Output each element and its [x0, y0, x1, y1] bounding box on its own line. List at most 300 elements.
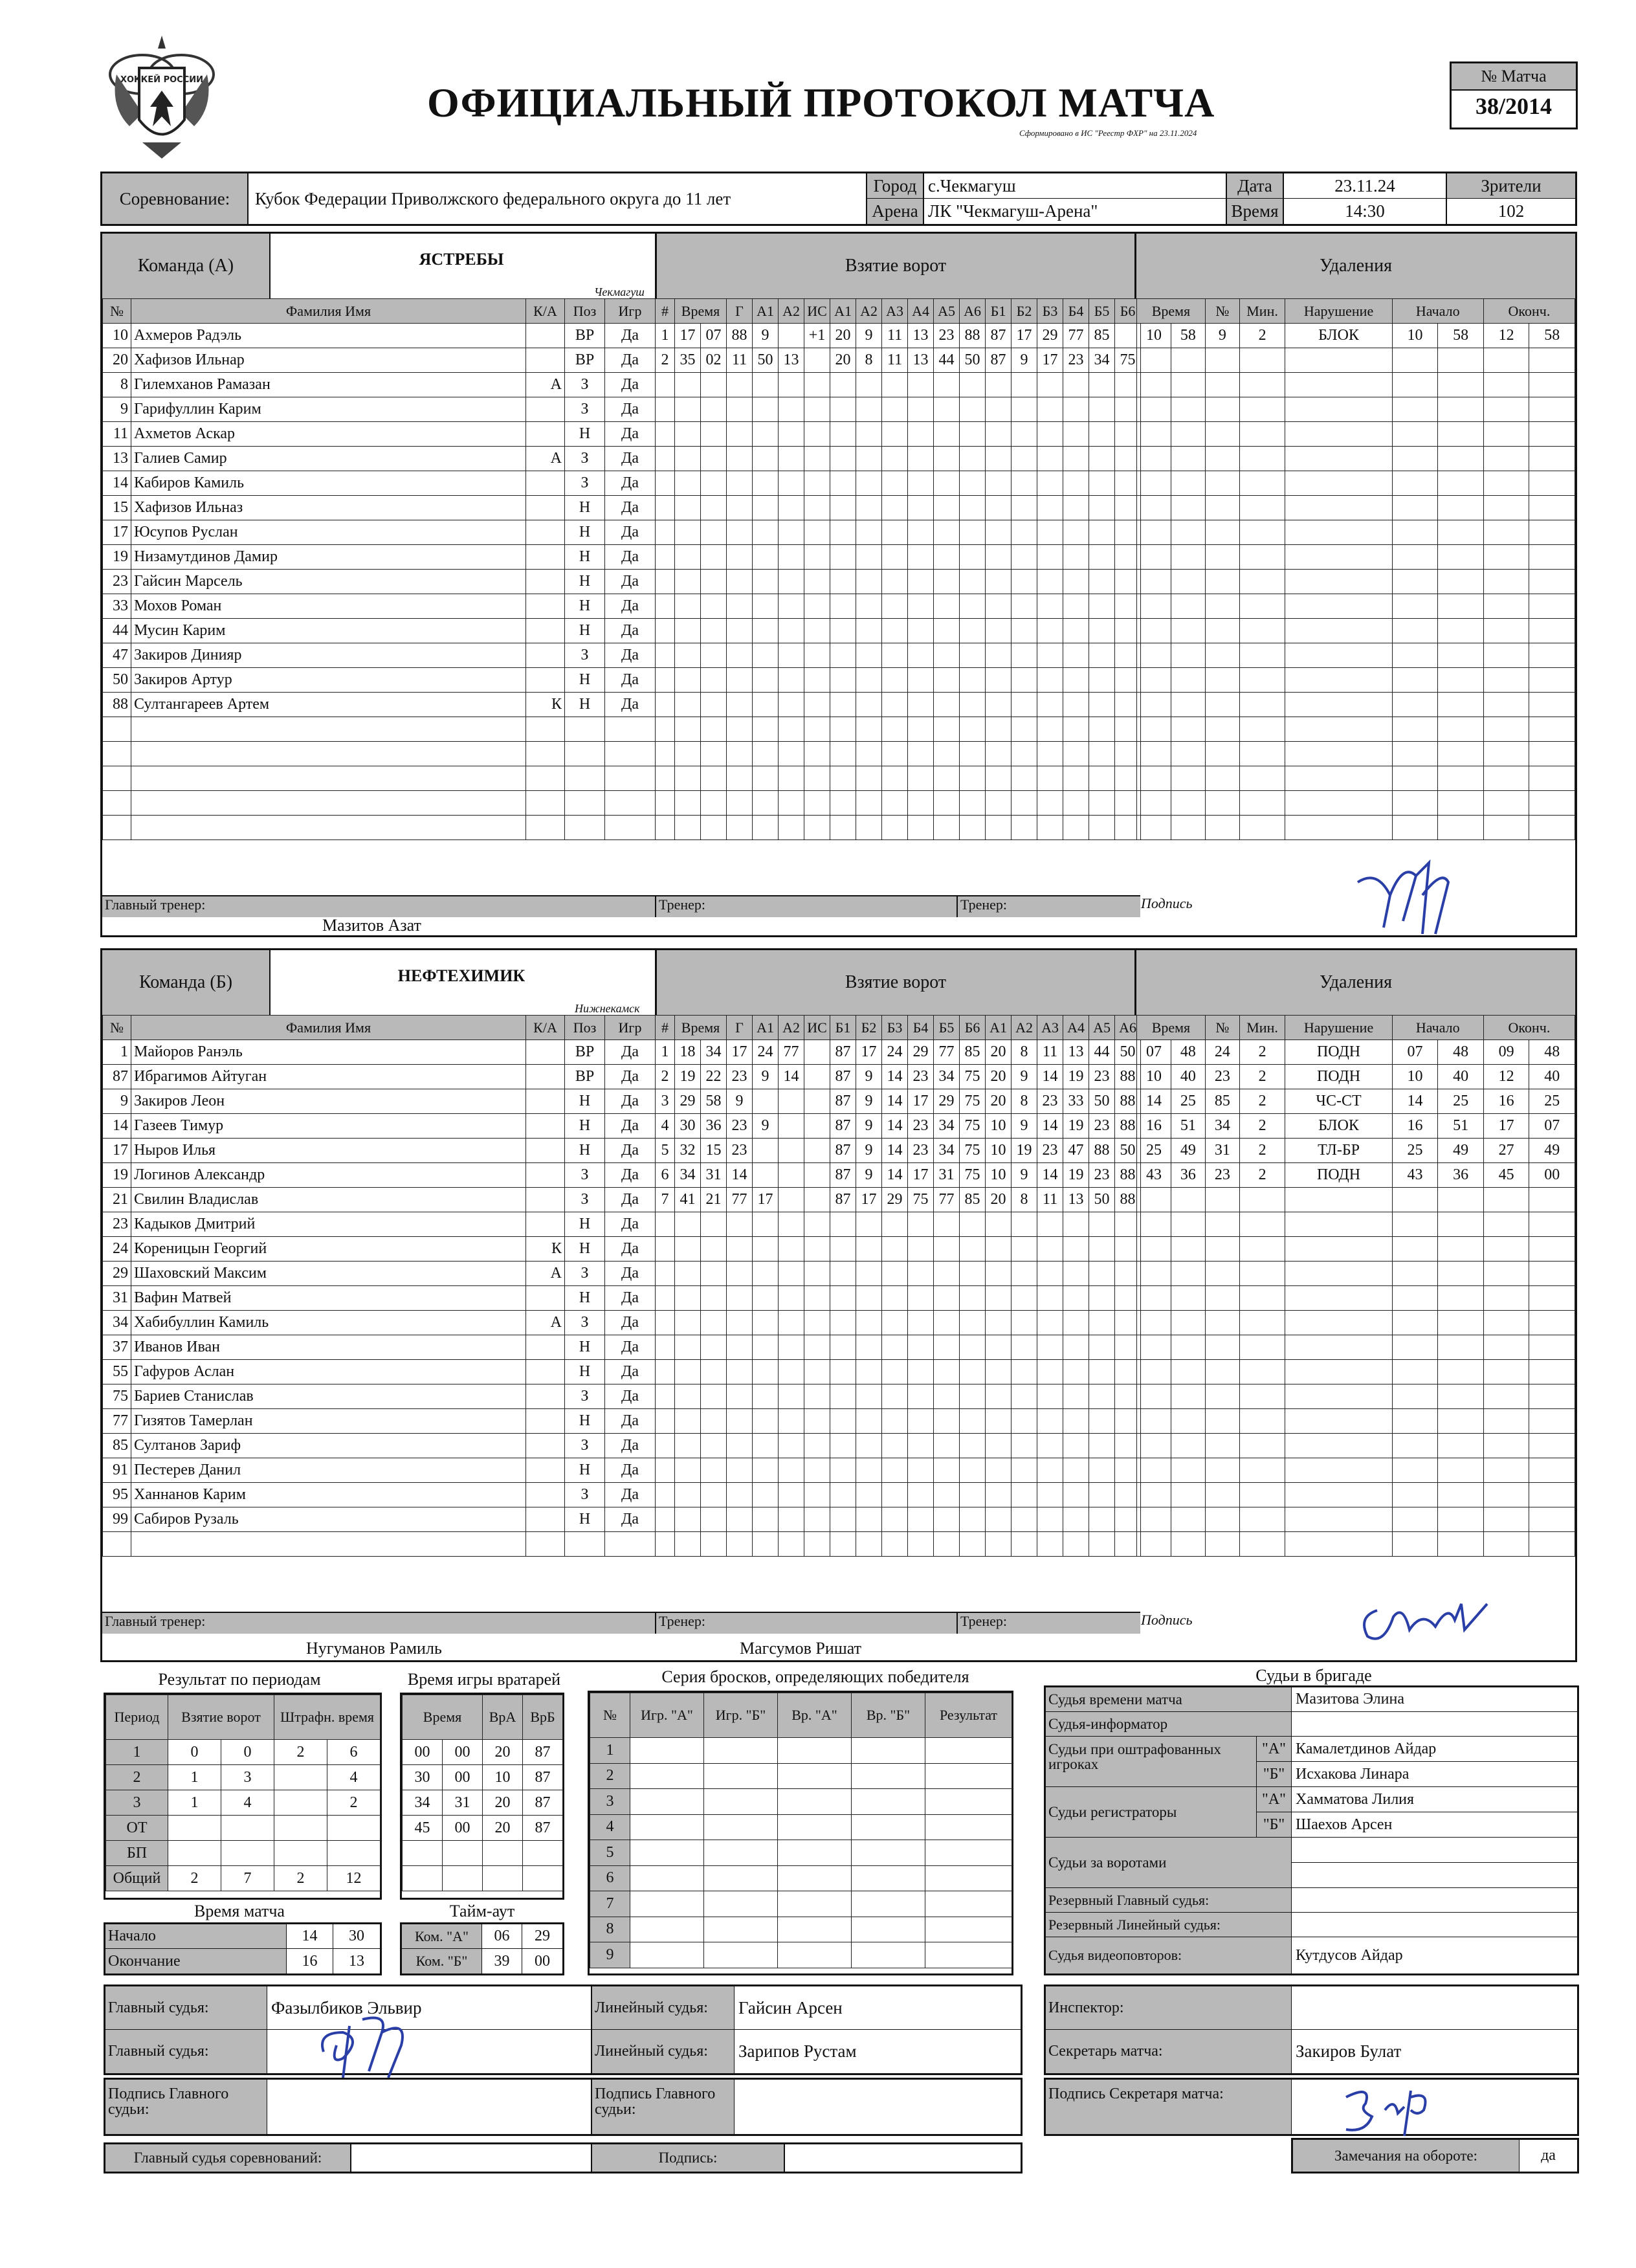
period-cell: 6 — [327, 1740, 381, 1765]
goal-cell: 14 — [882, 1163, 908, 1188]
penalty-row — [1137, 643, 1575, 668]
player-name: Гайсин Марсель — [131, 570, 526, 594]
penalty-row — [1137, 447, 1575, 471]
goal-cell — [856, 594, 882, 619]
goals-header: # — [656, 299, 675, 324]
goal-cell: 87 — [986, 348, 1011, 373]
goal-cell — [830, 397, 856, 422]
shootout-cell — [852, 1917, 925, 1942]
penalty-cell — [1392, 1262, 1438, 1286]
goal-judges-label: Судьи за воротами — [1046, 1838, 1292, 1888]
penalty-cell — [1483, 471, 1529, 496]
goal-cell — [908, 520, 934, 545]
goal-cell — [960, 668, 986, 693]
goal-cell: 19 — [1063, 1163, 1089, 1188]
penalty-cell — [1438, 570, 1484, 594]
goal-cell — [1037, 545, 1063, 570]
goal-cell — [1037, 1360, 1063, 1384]
goal-cell — [908, 693, 934, 717]
goals-header: Б6 — [1115, 299, 1141, 324]
goal-cell — [934, 373, 960, 397]
goal-cell: 2 — [656, 1065, 675, 1089]
goal-cell — [804, 1483, 830, 1507]
reserve-line-label: Резервный Линейный судья: — [1046, 1913, 1292, 1937]
shootout-cell — [852, 1891, 925, 1917]
penalty-cell — [1171, 1188, 1205, 1212]
goal-cell: 23 — [1037, 1139, 1063, 1163]
goal-row — [656, 1311, 1141, 1335]
penalty-cell — [1137, 717, 1171, 742]
match-time-title: Время матча — [194, 1902, 285, 1920]
goal-cell — [1037, 1262, 1063, 1286]
penalty-cell — [1239, 1335, 1285, 1360]
goal-cell — [656, 668, 675, 693]
penalty-cell — [1392, 422, 1438, 447]
goals-header: Время — [675, 299, 727, 324]
shootout-grid — [590, 1693, 1012, 1968]
penalty-cell — [1392, 570, 1438, 594]
penalty-a-tag: "А" — [1257, 1737, 1292, 1762]
penalty-row — [1137, 1163, 1575, 1188]
penalty-cell — [1392, 816, 1438, 840]
player-played: Да — [605, 643, 656, 668]
penalties-header: Оконч. — [1483, 299, 1575, 324]
player-number: 13 — [103, 447, 131, 471]
penalty-cell — [1392, 1434, 1438, 1458]
goalie-cell: 87 — [523, 1816, 563, 1841]
goal-cell — [1089, 471, 1115, 496]
goal-cell — [1037, 816, 1063, 840]
goalie-cell: 34 — [403, 1790, 443, 1816]
penalty-cell — [1171, 1262, 1205, 1286]
goal-cell — [656, 791, 675, 816]
goal-cell — [934, 816, 960, 840]
periods-table — [104, 1693, 382, 1900]
goal-cell — [1037, 496, 1063, 520]
goal-cell — [1063, 791, 1089, 816]
goal-cell: 9 — [1011, 1065, 1037, 1089]
player-role — [526, 1040, 565, 1065]
arena-label: Арена — [866, 199, 924, 224]
player-row — [103, 619, 656, 643]
goal-cell — [727, 545, 753, 570]
period-cell — [274, 1765, 327, 1790]
penalty-cell — [1483, 717, 1529, 742]
goal-cell — [934, 594, 960, 619]
player-role — [526, 1065, 565, 1089]
team-b-sign-label: Подпись — [1141, 1612, 1193, 1628]
goal-cell — [960, 1360, 986, 1384]
inspector-box — [1044, 1984, 1579, 2075]
penalty-cell — [1137, 619, 1171, 643]
penalty-row — [1137, 1507, 1575, 1532]
player-role — [526, 791, 565, 816]
penalty-cell — [1137, 742, 1171, 766]
goal-cell — [779, 422, 804, 447]
goals-header: А1 — [753, 299, 779, 324]
penalty-cell — [1205, 1409, 1239, 1434]
player-number: 85 — [103, 1434, 131, 1458]
penalty-row — [1137, 1188, 1575, 1212]
spectators-label: Зрители — [1446, 173, 1575, 199]
goal-cell: 11 — [882, 324, 908, 348]
player-role — [526, 397, 565, 422]
goal-cell — [727, 1434, 753, 1458]
goal-cell — [960, 1532, 986, 1557]
player-number — [103, 742, 131, 766]
roster-header: Фамилия Имя — [131, 299, 526, 324]
goal-cell — [960, 545, 986, 570]
goal-cell: 29 — [934, 1089, 960, 1114]
penalty-row — [1137, 1114, 1575, 1139]
goal-cell — [701, 668, 727, 693]
player-role — [526, 1434, 565, 1458]
goal-cell — [830, 422, 856, 447]
penalty-cell: 10 — [1392, 324, 1438, 348]
goal-cell: 1 — [656, 324, 675, 348]
penalty-cell — [1285, 496, 1392, 520]
penalty-row — [1137, 816, 1575, 840]
goal-cell — [882, 570, 908, 594]
period-cell: 2 — [106, 1765, 168, 1790]
penalty-cell — [1205, 1384, 1239, 1409]
penalty-row — [1137, 1335, 1575, 1360]
goals-header: А5 — [1089, 1016, 1115, 1040]
goal-cell — [779, 791, 804, 816]
penalty-cell — [1137, 1434, 1171, 1458]
goal-cell: 50 — [753, 348, 779, 373]
player-name: Вафин Матвей — [131, 1286, 526, 1311]
goal-cell — [779, 545, 804, 570]
goal-row — [656, 1237, 1141, 1262]
player-position: ВР — [565, 348, 605, 373]
penalty-cell: 2 — [1239, 1040, 1285, 1065]
roster-table — [102, 298, 656, 840]
penalty-cell — [1205, 397, 1239, 422]
goal-cell — [804, 594, 830, 619]
goal-cell — [753, 1089, 779, 1114]
goal-cell — [830, 1507, 856, 1532]
penalty-cell — [1171, 422, 1205, 447]
shootout-cell — [704, 1789, 778, 1815]
goal-cell — [753, 1507, 779, 1532]
player-row — [103, 348, 656, 373]
goal-cell — [675, 1483, 701, 1507]
goal-cell — [656, 1262, 675, 1286]
goal-cell — [856, 742, 882, 766]
penalty-cell — [1529, 791, 1575, 816]
match-start-h: 14 — [287, 1924, 333, 1949]
goal-cell — [882, 1212, 908, 1237]
goal-cell — [804, 717, 830, 742]
penalty-cell — [1529, 816, 1575, 840]
penalty-cell — [1205, 520, 1239, 545]
penalty-cell — [1239, 668, 1285, 693]
penalty-cell — [1438, 1360, 1484, 1384]
goal-cell — [1089, 668, 1115, 693]
goal-cell — [1089, 397, 1115, 422]
shootout-row — [590, 1942, 1012, 1968]
team-a-label: Команда (А) — [102, 234, 271, 298]
goal-cell — [960, 1262, 986, 1286]
goal-cell — [960, 619, 986, 643]
goal-cell: 9 — [856, 1163, 882, 1188]
player-played: Да — [605, 545, 656, 570]
player-name: Султангареев Артем — [131, 693, 526, 717]
goal-cell — [960, 766, 986, 791]
goal-row — [656, 1114, 1141, 1139]
penalty-cell — [1239, 742, 1285, 766]
player-name — [131, 742, 526, 766]
goal-cell — [830, 643, 856, 668]
goal-cell — [908, 1434, 934, 1458]
goal-cell — [856, 1262, 882, 1286]
goal-cell — [856, 1409, 882, 1434]
goal-cell — [882, 471, 908, 496]
goal-cell: 50 — [1115, 1040, 1141, 1065]
goal-cell: 29 — [908, 1040, 934, 1065]
goal-cell — [1037, 1237, 1063, 1262]
goal-cell — [960, 693, 986, 717]
penalty-cell — [1483, 1532, 1529, 1557]
goal-cell — [1011, 397, 1037, 422]
period-cell — [274, 1790, 327, 1816]
goal-cell — [779, 1163, 804, 1188]
goal-cell — [934, 1262, 960, 1286]
penalty-cell — [1392, 1360, 1438, 1384]
penalty-cell — [1239, 816, 1285, 840]
penalty-row — [1137, 1409, 1575, 1434]
penalty-cell — [1137, 1188, 1171, 1212]
penalty-cell — [1171, 447, 1205, 471]
player-role — [526, 520, 565, 545]
goal-cell — [986, 668, 1011, 693]
penalties-header: Оконч. — [1483, 1016, 1575, 1040]
goalie-time-table — [400, 1693, 564, 1900]
goal-cell — [1011, 766, 1037, 791]
goal-cell — [1063, 447, 1089, 471]
player-played: Да — [605, 324, 656, 348]
goal-cell — [1063, 397, 1089, 422]
penalty-cell — [1392, 668, 1438, 693]
penalty-cell — [1392, 791, 1438, 816]
shootout-cell — [704, 1917, 778, 1942]
goal-cell — [701, 717, 727, 742]
goal-cell — [882, 594, 908, 619]
shootout-number: 6 — [590, 1865, 630, 1891]
head-ref-signature — [304, 2007, 459, 2084]
goal-cell — [656, 1335, 675, 1360]
player-role — [526, 1458, 565, 1483]
penalty-cell — [1205, 496, 1239, 520]
goal-cell — [753, 1458, 779, 1483]
player-row — [103, 496, 656, 520]
shootout-row — [590, 1814, 1012, 1840]
player-row — [103, 1040, 656, 1065]
goal-cell: 75 — [960, 1089, 986, 1114]
penalty-cell — [1137, 594, 1171, 619]
shootout-table — [588, 1691, 1013, 1975]
penalty-cell — [1392, 496, 1438, 520]
player-played: Да — [605, 1139, 656, 1163]
goal-cell: 02 — [701, 348, 727, 373]
goal-cell — [986, 1286, 1011, 1311]
goal-cell — [675, 1212, 701, 1237]
goal-cell: 75 — [960, 1114, 986, 1139]
team-b-coach-signature — [1332, 1591, 1526, 1649]
reg-a: Хамматова Лилия — [1292, 1787, 1577, 1812]
goal-cell — [960, 791, 986, 816]
player-number — [103, 717, 131, 742]
penalties-header: Мин. — [1239, 299, 1285, 324]
goal-cell — [779, 1114, 804, 1139]
penalty-row — [1137, 570, 1575, 594]
goal-cell — [753, 1360, 779, 1384]
goal-cell — [804, 1114, 830, 1139]
goal-row — [656, 1139, 1141, 1163]
penalty-cell — [1483, 766, 1529, 791]
player-number: 95 — [103, 1483, 131, 1507]
head-ref-1: Фазылбиков Эльвир — [267, 1986, 591, 2030]
period-cell: 1 — [168, 1790, 221, 1816]
penalty-cell — [1171, 1532, 1205, 1557]
goal-cell — [960, 1212, 986, 1237]
roster-header: К/А — [526, 299, 565, 324]
player-row — [103, 1311, 656, 1335]
penalty-row — [1137, 766, 1575, 791]
goal-cell — [675, 471, 701, 496]
goal-cell: 10 — [986, 1163, 1011, 1188]
penalty-cell — [1438, 1237, 1484, 1262]
goal-cell — [753, 1139, 779, 1163]
player-name: Низамутдинов Дамир — [131, 545, 526, 570]
player-played: Да — [605, 1409, 656, 1434]
goal-cell — [960, 1483, 986, 1507]
penalty-cell — [1529, 1188, 1575, 1212]
goal-cell — [727, 766, 753, 791]
goal-cell — [1037, 594, 1063, 619]
city-value: с.Чекмагуш — [924, 173, 1226, 199]
player-position: Н — [565, 496, 605, 520]
goal-cell — [701, 816, 727, 840]
goal-cell — [753, 791, 779, 816]
penalty-cell — [1483, 520, 1529, 545]
timekeeper: Мазитова Элина — [1292, 1687, 1577, 1712]
penalty-cell — [1483, 348, 1529, 373]
penalty-cell — [1239, 471, 1285, 496]
goal-cell — [656, 1212, 675, 1237]
player-number: 50 — [103, 668, 131, 693]
goal-cell — [1037, 668, 1063, 693]
goal-row — [656, 619, 1141, 643]
goal-cell: 17 — [908, 1163, 934, 1188]
goal-cell: 8 — [1011, 1089, 1037, 1114]
team-a-goals-title: Взятие ворот — [655, 234, 1136, 298]
goal-cell: 14 — [1037, 1065, 1063, 1089]
shootout-number: 5 — [590, 1840, 630, 1866]
line-ref-label-2: Линейный судья: — [591, 2030, 735, 2073]
goal-cell — [934, 643, 960, 668]
goal-cell — [727, 422, 753, 447]
player-number — [103, 816, 131, 840]
player-number: 88 — [103, 693, 131, 717]
penalty-cell — [1438, 1286, 1484, 1311]
shootout-cell — [778, 1917, 852, 1942]
goal-cell: 9 — [753, 324, 779, 348]
goal-cell — [753, 1286, 779, 1311]
goal-cell — [1037, 742, 1063, 766]
player-position: З — [565, 397, 605, 422]
shootout-cell — [925, 1789, 1012, 1815]
goal-row — [656, 1163, 1141, 1188]
goal-cell — [1037, 1311, 1063, 1335]
goal-cell — [753, 447, 779, 471]
shootout-cell — [778, 1891, 852, 1917]
goal-cell: 77 — [934, 1040, 960, 1065]
penalty-cell — [1392, 1311, 1438, 1335]
goal-row — [656, 742, 1141, 766]
goal-cell — [856, 766, 882, 791]
penalty-cell — [1239, 570, 1285, 594]
goal-cell — [1037, 1458, 1063, 1483]
team-b-coach2-label: Тренер: — [956, 1612, 1140, 1634]
shootout-cell — [630, 1917, 704, 1942]
goalie-cell: 20 — [483, 1740, 523, 1765]
goal-cell — [882, 1311, 908, 1335]
penalty-cell: 49 — [1171, 1139, 1205, 1163]
player-name: Гизятов Тамерлан — [131, 1409, 526, 1434]
player-role — [526, 1483, 565, 1507]
penalty-cell — [1483, 643, 1529, 668]
penalty-cell — [1239, 643, 1285, 668]
penalty-row — [1137, 1065, 1575, 1089]
penalty-cell — [1483, 570, 1529, 594]
penalty-cell: 2 — [1239, 324, 1285, 348]
goal-cell — [934, 471, 960, 496]
player-row — [103, 693, 656, 717]
goal-cell — [675, 619, 701, 643]
goal-cell: 87 — [830, 1089, 856, 1114]
goal-cell — [934, 422, 960, 447]
penalty-cell — [1529, 373, 1575, 397]
penalty-cell: 40 — [1438, 1065, 1484, 1089]
goal-cell — [908, 496, 934, 520]
player-role — [526, 643, 565, 668]
goal-cell: 14 — [882, 1114, 908, 1139]
penalty-row — [1137, 1311, 1575, 1335]
goal-cell — [830, 1262, 856, 1286]
goal-cell — [1011, 1286, 1037, 1311]
penalty-cell — [1137, 422, 1171, 447]
goal-cell — [701, 397, 727, 422]
player-name: Бариев Станислав — [131, 1384, 526, 1409]
penalty-cell — [1392, 619, 1438, 643]
player-name: Кадыков Дмитрий — [131, 1212, 526, 1237]
penalty-cell — [1205, 1360, 1239, 1384]
goal-cell — [986, 1311, 1011, 1335]
player-played: Да — [605, 1065, 656, 1089]
goal-cell — [701, 520, 727, 545]
penalty-cell — [1285, 1286, 1392, 1311]
penalty-cell — [1239, 1360, 1285, 1384]
penalty-cell: 07 — [1392, 1040, 1438, 1065]
penalty-cell: 51 — [1438, 1114, 1484, 1139]
period-cell: 7 — [221, 1866, 274, 1891]
penalty-cell — [1529, 471, 1575, 496]
goal-cell — [675, 1458, 701, 1483]
goal-cell — [856, 1286, 882, 1311]
penalty-cell — [1239, 1286, 1285, 1311]
